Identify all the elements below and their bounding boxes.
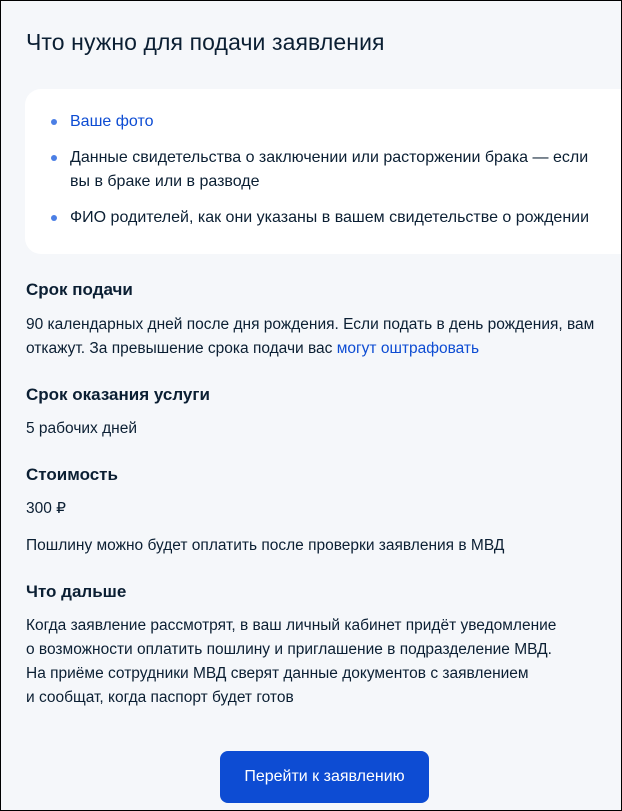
next-line-2: о возможности оплатить пошлину и приглашение в подразделение МВД. — [26, 641, 552, 658]
requirement-text: Данные свидетельства о заключении или расторжении брака — если вы в браке или в разводе — [70, 149, 589, 190]
requirement-text: ФИО родителей, как они указаны в вашем свидетельстве о рождении — [70, 209, 590, 226]
next-steps-text — [26, 614, 621, 710]
next-steps-heading: Что дальше — [26, 582, 127, 601]
service-time-heading: Срок оказания услуги — [26, 385, 210, 404]
deadline-description: 90 календарных дней после дня рождения. Если подать в день рождения, вам откажут. За превышение срока подачи вас — [26, 316, 595, 357]
deadline-text — [26, 313, 621, 361]
fine-link[interactable]: могут оштрафовать — [336, 340, 480, 357]
requirements-card — [25, 89, 622, 254]
next-line-3: На приёме сотрудники МВД сверят данные документов с заявлением — [26, 665, 529, 682]
cost-heading: Стоимость — [26, 465, 118, 484]
next-line-1: Когда заявление рассмотрят, в ваш личный кабинет придёт уведомление — [26, 617, 557, 634]
bullet-dot-icon — [51, 119, 57, 125]
photo-link[interactable]: Ваше фото — [70, 113, 154, 130]
cost-note: Пошлину можно будет оплатить после проверки заявления в МВД — [26, 537, 505, 554]
go-to-application-button[interactable]: Перейти к заявлению — [220, 751, 429, 803]
service-time-value: 5 рабочих дней — [26, 420, 137, 437]
next-line-4: и сообщат, когда паспорт будет готов — [26, 689, 294, 706]
deadline-heading: Срок подачи — [26, 280, 133, 299]
bullet-dot-icon — [51, 215, 57, 221]
cost-amount: 300 ₽ — [26, 500, 67, 517]
page-title: Что нужно для подачи заявления — [26, 29, 385, 55]
bullet-dot-icon — [51, 155, 57, 161]
